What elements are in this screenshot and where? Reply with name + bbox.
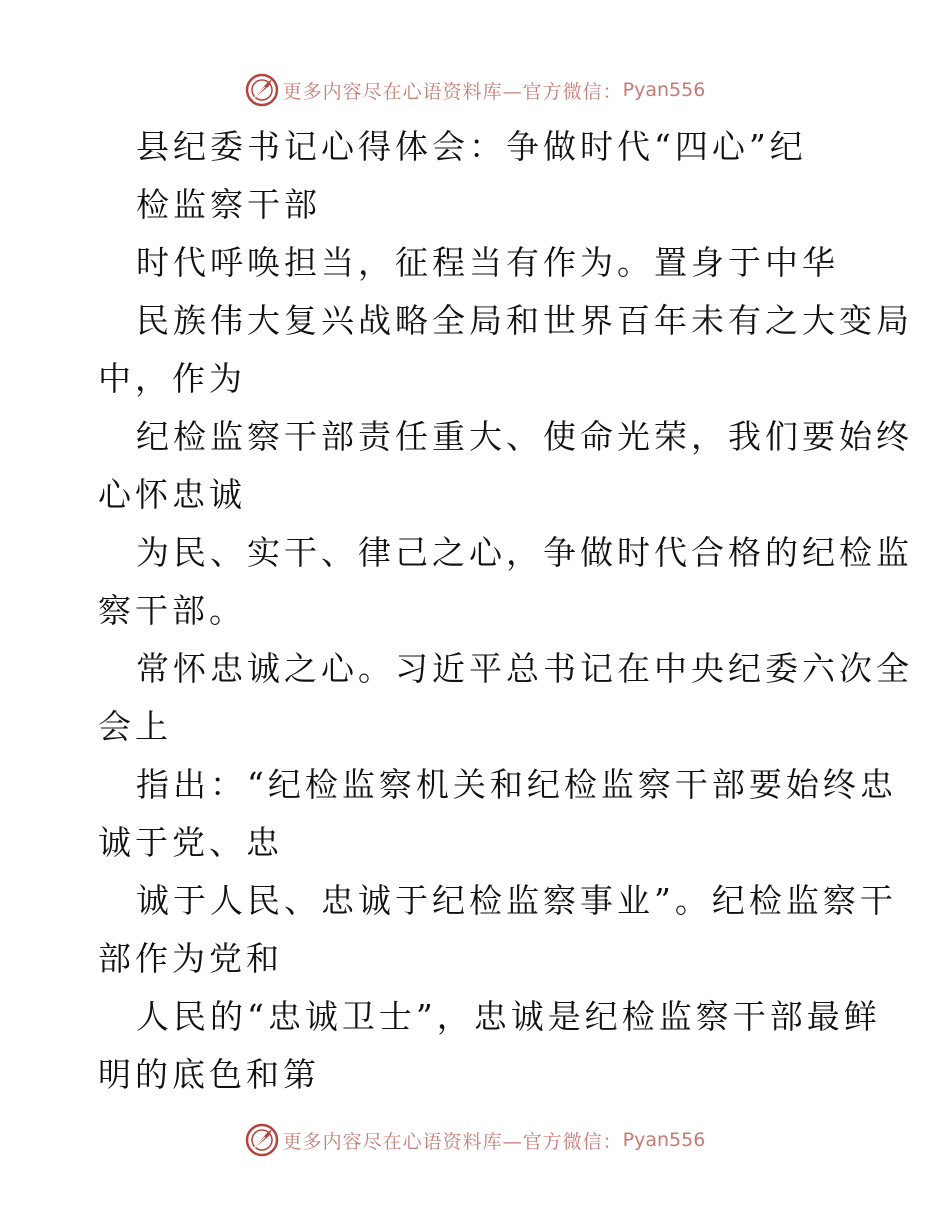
- text-line: 指出：“纪检监察机关和纪检监察干部要始终忠: [136, 765, 897, 804]
- text-line: 诚于党、忠: [98, 823, 283, 862]
- text-line: 为民、实干、律己之心，争做时代合格的纪检监: [136, 533, 913, 572]
- text-line: 纪检监察干部责任重大、使命光荣，我们要始终: [136, 417, 913, 456]
- header-banner: [0, 68, 950, 112]
- document-body: [98, 118, 913, 1104]
- banner-text: 更多内容尽在心语资料库—官方微信：: [282, 1130, 623, 1153]
- text-line: 中，作为: [98, 359, 246, 398]
- text-line: 县纪委书记心得体会：争做时代“四心”纪: [136, 127, 807, 166]
- banner-wechat-id: Pyan556: [622, 1129, 706, 1151]
- footer-banner: [0, 1118, 950, 1162]
- banner-text: 更多内容尽在心语资料库—官方微信：: [282, 80, 623, 103]
- banner-wechat-id: Pyan556: [622, 79, 706, 101]
- quill-logo-icon: [245, 1123, 279, 1157]
- text-line: 明的底色和第: [98, 1055, 320, 1094]
- quill-logo-icon: [245, 73, 279, 107]
- text-line: 诚于人民、忠诚于纪检监察事业”。纪检监察干: [136, 881, 897, 920]
- text-line: 常怀忠诚之心。习近平总书记在中央纪委六次全: [136, 649, 913, 688]
- text-line: 人民的“忠诚卫士”，忠诚是纪检监察干部最鲜: [136, 997, 881, 1036]
- text-line: 检监察干部: [136, 185, 321, 224]
- text-line: 心怀忠诚: [98, 475, 246, 514]
- text-line: 时代呼唤担当，征程当有作为。置身于中华: [136, 243, 839, 282]
- text-line: 民族伟大复兴战略全局和世界百年未有之大变局: [136, 301, 913, 340]
- text-line: 部作为党和: [98, 939, 283, 978]
- text-line: 会上: [98, 707, 172, 746]
- text-line: 察干部。: [98, 591, 246, 630]
